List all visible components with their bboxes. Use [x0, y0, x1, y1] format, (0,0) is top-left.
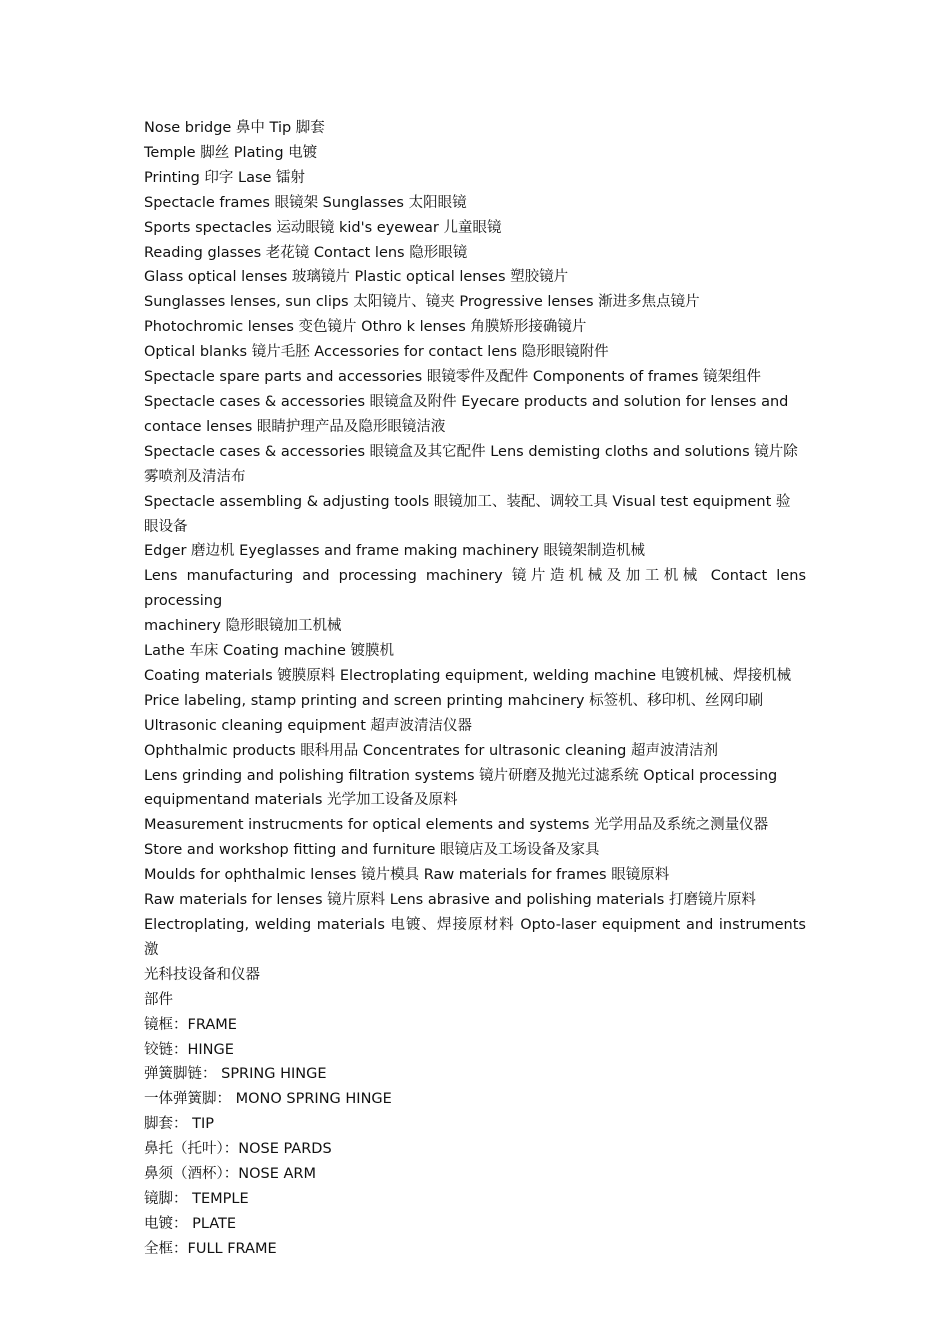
- text-line: Photochromic lenses 变色镜片 Othro k lenses 角膜矫形接确镜片: [144, 319, 587, 336]
- text-line: Spectacle assembling & adjusting tools 眼镜加工、装配、调较工具 Visual test equipment 验: [144, 493, 791, 510]
- text-line: 雾喷剂及清洁布: [144, 468, 246, 485]
- text-line: Sunglasses lenses, sun clips 太阳镜片、镜夹 Progressive lenses 渐进多焦点镜片: [144, 294, 700, 311]
- text-line: 电镀： PLATE: [144, 1215, 237, 1232]
- text-line: 鼻托（托叶）：NOSE PARDS: [144, 1141, 332, 1158]
- text-line: 脚套： TIP: [144, 1116, 214, 1133]
- text-line: Measurement instrucments for optical elements and systems 光学用品及系统之测量仪器: [144, 817, 769, 834]
- text-line: Nose bridge 鼻中 Tip 脚套: [144, 120, 325, 136]
- text-line: machinery 隐形眼镜加工机械: [144, 618, 342, 635]
- text-line: Lathe 车床 Coating machine 镀膜机: [144, 643, 394, 660]
- text-line: 眼设备: [144, 518, 188, 535]
- text-line: 一体弹簧脚： MONO SPRING HINGE: [144, 1091, 392, 1108]
- text-line: Reading glasses 老花镜 Contact lens 隐形眼镜: [144, 244, 468, 261]
- text-line: Optical blanks 镜片毛胚 Accessories for contact lens 隐形眼镜附件: [144, 344, 609, 361]
- text-line: Spectacle spare parts and accessories 眼镜零件及配件 Components of frames 镜架组件: [144, 369, 762, 386]
- text-line: 镜脚： TEMPLE: [144, 1190, 249, 1207]
- text-line: 光科技设备和仪器: [144, 966, 260, 983]
- text-line: Moulds for ophthalmic lenses 镜片模具 Raw materials for frames 眼镜原料: [144, 867, 670, 884]
- text-line: 全框：FULL FRAME: [144, 1240, 277, 1257]
- text-line: Store and workshop fitting and furniture 眼镜店及工场设备及家具: [144, 842, 600, 859]
- text-line: Sports spectacles 运动眼镜 kid's eyewear 儿童眼镜: [144, 219, 502, 236]
- text-line: 铰链：HINGE: [144, 1041, 234, 1058]
- text-line: Glass optical lenses 玻璃镜片 Plastic optical lenses 塑胶镜片: [144, 269, 569, 286]
- text-line: Electroplating, welding materials 电镀、焊接原材料 Opto-laser equipment and instruments 激: [144, 917, 806, 958]
- text-line: Temple 脚丝 Plating 电镀: [144, 144, 318, 161]
- text-line: Spectacle cases & accessories 眼镜盒及附件 Eyecare products and solution for lenses and: [144, 393, 789, 410]
- text-line: Edger 磨边机 Eyeglasses and frame making machinery 眼镜架制造机械: [144, 543, 646, 560]
- text-line: Lens manufacturing and processing machinery 镜片造机械及加工机械 Contact lens processing: [144, 568, 806, 610]
- text-line: Spectacle frames 眼镜架 Sunglasses 太阳眼镜: [144, 194, 467, 211]
- text-line: Lens grinding and polishing filtration systems 镜片研磨及抛光过滤系统 Optical processing: [144, 767, 778, 784]
- text-line: 镜框：FRAME: [144, 1016, 237, 1033]
- text-line: Spectacle cases & accessories 眼镜盒及其它配件 Lens demisting cloths and solutions 镜片除: [144, 443, 798, 460]
- text-line: Printing 印字 Lase 镭射: [144, 169, 306, 186]
- text-line: Ultrasonic cleaning equipment 超声波清洁仪器: [144, 717, 473, 734]
- text-line: Coating materials 镀膜原料 Electroplating equipment, welding machine 电镀机械、焊接机械: [144, 667, 792, 684]
- text-line: Price labeling, stamp printing and screen printing mahcinery 标签机、移印机、丝网印刷: [144, 692, 764, 709]
- section-heading: 部件: [144, 991, 173, 1008]
- text-line: 弹簧脚链： SPRING HINGE: [144, 1066, 327, 1083]
- text-line: Raw materials for lenses 镜片原料 Lens abrasive and polishing materials 打磨镜片原料: [144, 892, 756, 909]
- text-line: Ophthalmic products 眼科用品 Concentrates for ultrasonic cleaning 超声波清洁剂: [144, 742, 718, 759]
- text-line: equipmentand materials 光学加工设备及原料: [144, 792, 458, 809]
- glossary-text: [144, 116, 806, 1262]
- text-line: 鼻须（酒杯）：NOSE ARM: [144, 1166, 316, 1183]
- text-line: contace lenses 眼睛护理产品及隐形眼镜洁液: [144, 418, 446, 435]
